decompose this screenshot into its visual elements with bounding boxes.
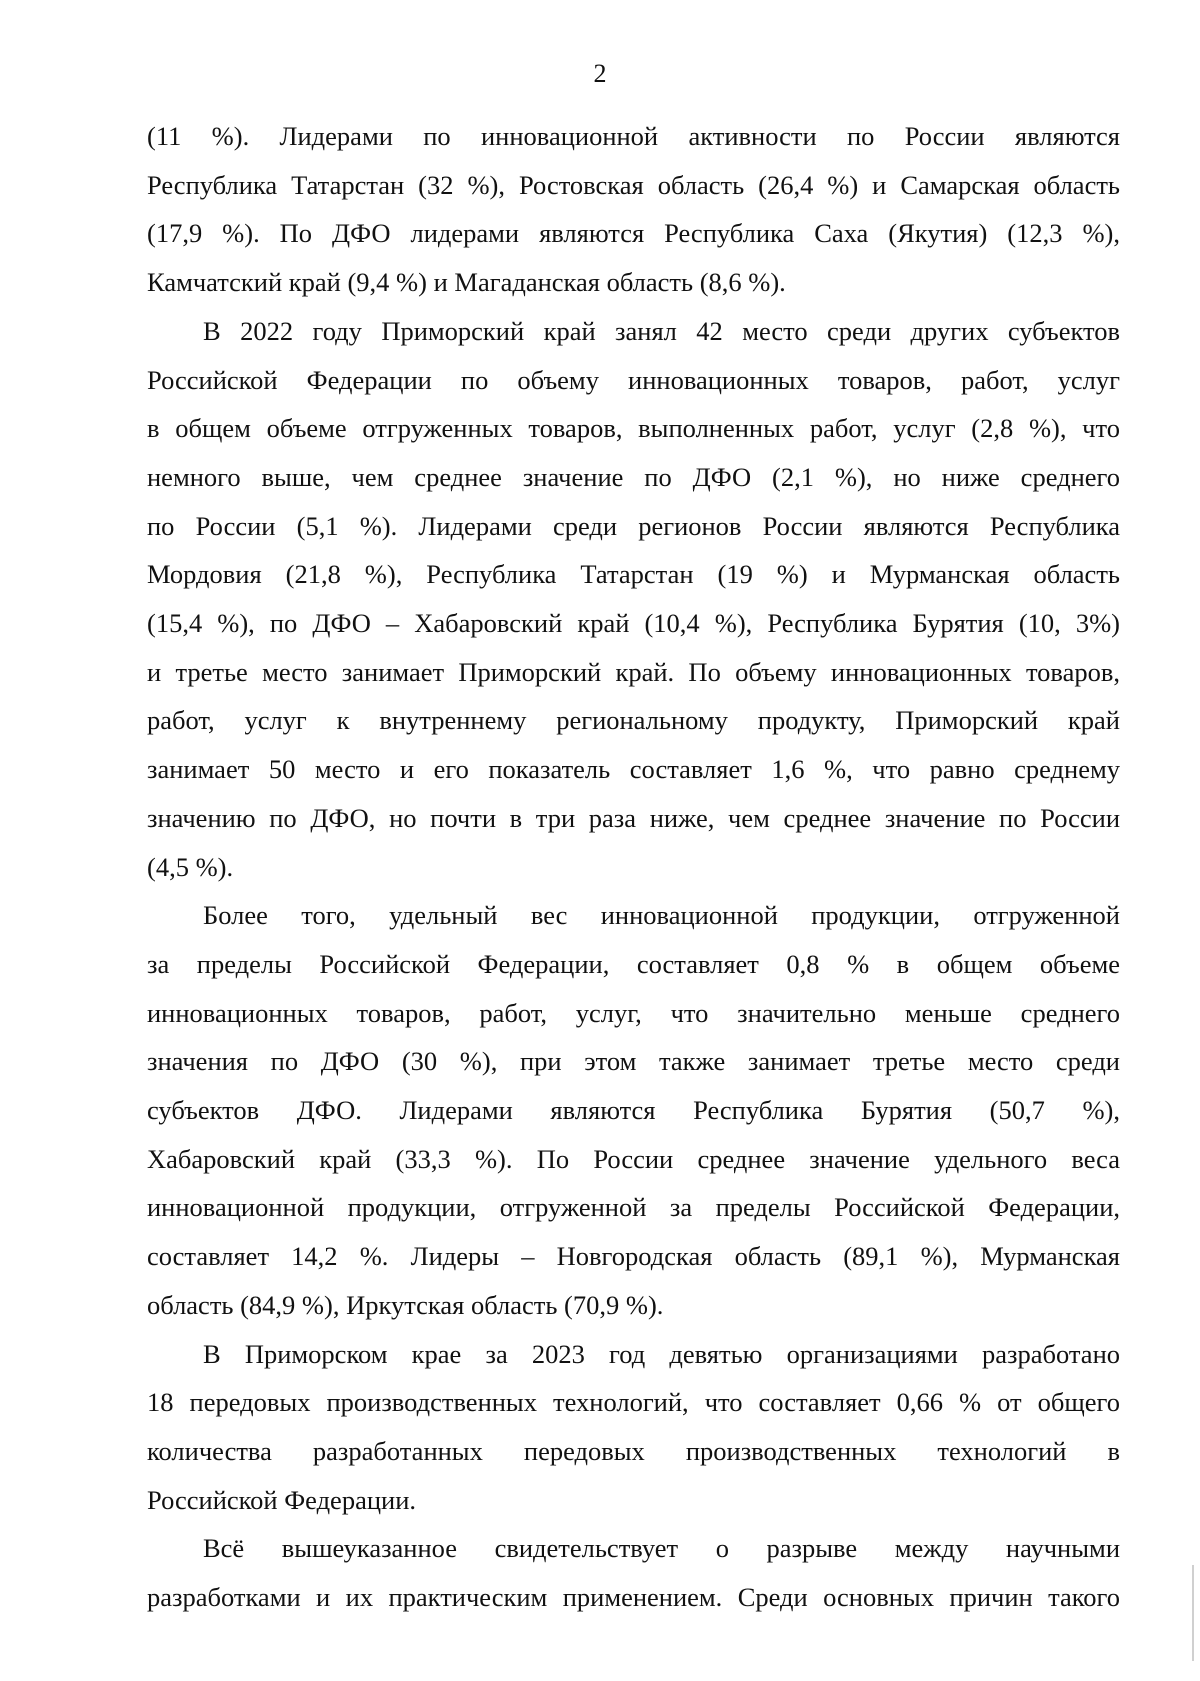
paragraph-4 xyxy=(147,1330,1120,1525)
text-line: Более того, удельный вес инновационной продукции, отгруженной xyxy=(203,900,1120,931)
text-line: В 2022 году Приморский край занял 42 место среди других субъектов xyxy=(203,315,1120,346)
text-line: Камчатский край (9,4 %) и Магаданская область (8,6 %). xyxy=(147,267,786,298)
paragraph-3 xyxy=(147,891,1120,1329)
text-line: Мордовия (21,8 %), Республика Татарстан (19 %) и Мурманская область xyxy=(147,559,1120,590)
text-line: В Приморском крае за 2023 год девятью организациями разработано xyxy=(203,1338,1120,1369)
text-line: в общем объеме отгруженных товаров, выполненных работ, услуг (2,8 %), что xyxy=(147,413,1120,444)
text-line: Хабаровский край (33,3 %). По России среднее значение удельного веса xyxy=(147,1143,1120,1174)
paragraph-2 xyxy=(147,307,1120,891)
text-line: разработками и их практическим применением. Среди основных причин такого xyxy=(147,1582,1120,1613)
text-line: Всё вышеуказанное свидетельствует о разрыве между научными xyxy=(203,1533,1120,1564)
page-number: 2 xyxy=(593,59,607,88)
text-line: составляет 14,2 %. Лидеры – Новгородская область (89,1 %), Мурманская xyxy=(147,1241,1120,1272)
text-line: область (84,9 %), Иркутская область (70,9 %). xyxy=(147,1289,664,1320)
text-line: значения по ДФО (30 %), при этом также занимает третье место среди xyxy=(147,1046,1120,1077)
text-line: значению по ДФО, но почти в три раза ниже, чем среднее значение по России xyxy=(147,802,1120,833)
text-line: (11 %). Лидерами по инновационной активности по России являются xyxy=(147,121,1120,151)
text-line: Республика Татарстан (32 %), Ростовская область (26,4 %) и Самарская область xyxy=(147,169,1120,200)
text-line: занимает 50 место и его показатель составляет 1,6 %, что равно среднему xyxy=(147,754,1120,785)
text-line: немного выше, чем среднее значение по ДФО (2,1 %), но ниже среднего xyxy=(147,461,1120,492)
text-line: и третье место занимает Приморский край. По объему инновационных товаров, xyxy=(147,656,1120,687)
paragraph-5 xyxy=(147,1524,1120,1621)
text-line: за пределы Российской Федерации, составляет 0,8 % в общем объеме xyxy=(147,948,1120,979)
text-line: (4,5 %). xyxy=(147,851,234,882)
text-line: (17,9 %). По ДФО лидерами являются Республика Саха (Якутия) (12,3 %), xyxy=(147,218,1120,249)
text-line: по России (5,1 %). Лидерами среди регионов России являются Республика xyxy=(147,510,1120,541)
paragraph-1 xyxy=(147,112,1120,307)
text-line: 18 передовых производственных технологий, что составляет 0,66 % от общего xyxy=(147,1387,1120,1418)
text-line: инновационных товаров, работ, услуг, что значительно меньше среднего xyxy=(147,997,1120,1028)
text-line: Российской Федерации. xyxy=(147,1484,416,1515)
text-line: инновационной продукции, отгруженной за пределы Российской Федерации, xyxy=(147,1192,1120,1223)
text-line: субъектов ДФО. Лидерами являются Республика Бурятия (50,7 %), xyxy=(147,1095,1120,1126)
text-line: Российской Федерации по объему инновационных товаров, работ, услуг xyxy=(147,364,1120,395)
text-line: количества разработанных передовых производственных технологий в xyxy=(147,1435,1120,1466)
document-body xyxy=(147,112,1120,1622)
scan-edge-mark xyxy=(1192,1565,1194,1661)
text-line: (15,4 %), по ДФО – Хабаровский край (10,4 %), Республика Бурятия (10, 3%) xyxy=(147,608,1120,639)
text-line: работ, услуг к внутреннему региональному продукту, Приморский край xyxy=(147,705,1120,736)
